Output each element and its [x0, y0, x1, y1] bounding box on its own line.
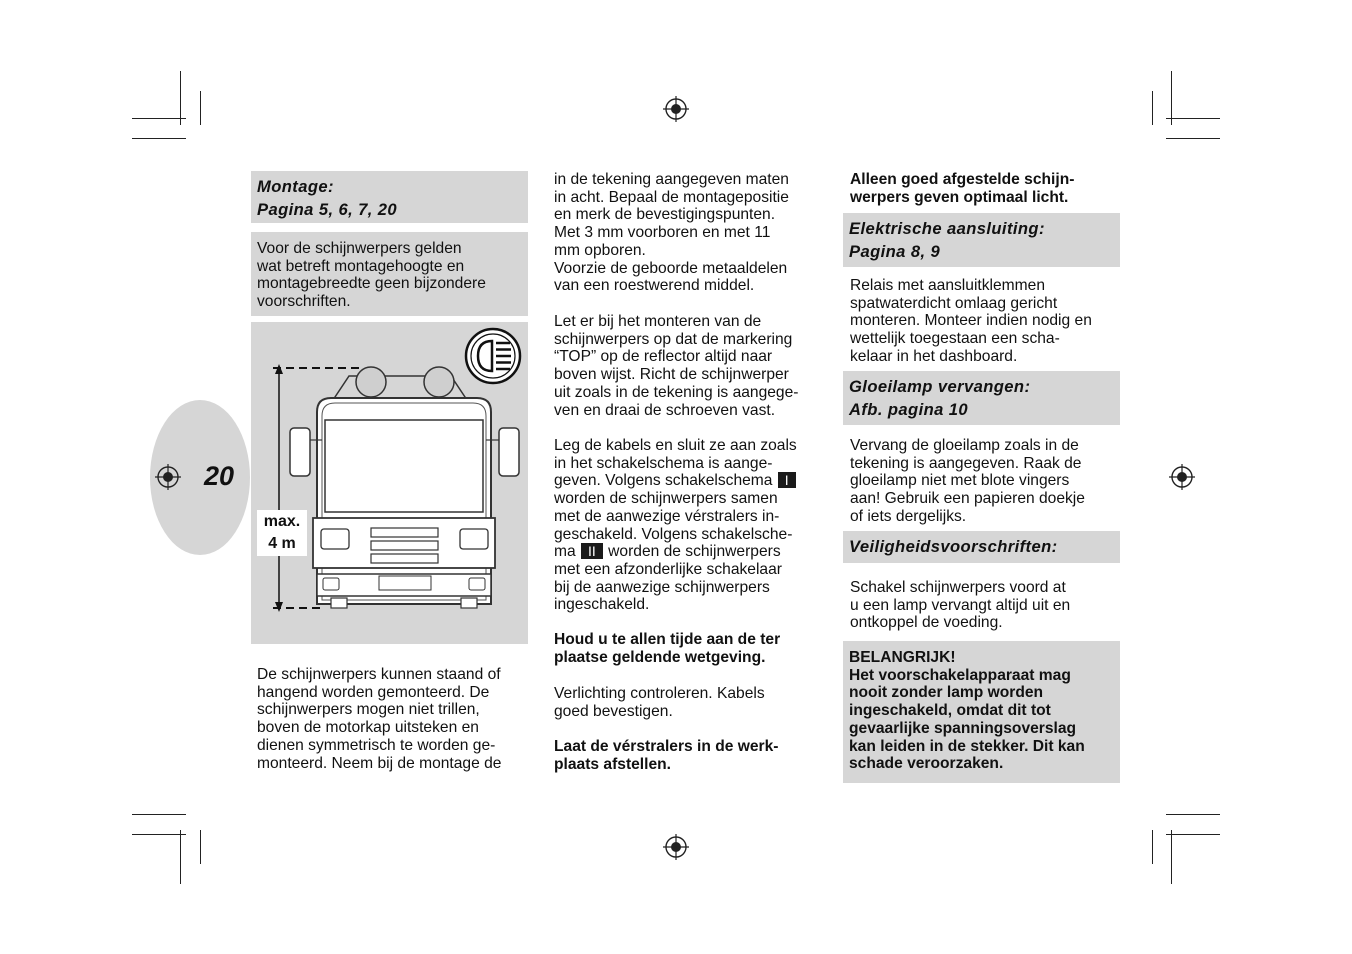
- montage-heading: Montage: Pagina 5, 6, 7, 20: [257, 177, 398, 219]
- registration-mark-icon: [663, 96, 689, 122]
- max-height-label-box: [257, 510, 307, 556]
- safety-heading: Veiligheidsvoorschriften:: [849, 537, 1058, 556]
- electrical-heading: Elektrische aansluiting: Pagina 8, 9: [849, 219, 1045, 261]
- montage-intro-box: [251, 232, 528, 316]
- page-number: 20: [204, 461, 235, 491]
- col2-para2: Let er bij het monteren van de schijnwerpers op dat de markering “TOP” op de reflector altijd naar boven wijst. Richt de schijnwerper uit zoals in de tekening is aangege- ven en draai de schroeven vast.: [554, 313, 799, 419]
- warning-box: [843, 641, 1120, 783]
- col2-para3-b: worden de schijnwerpers samen met de aanwezige vérstralers in- geschakeld. Volgens schakelsche- ma: [554, 490, 793, 561]
- safety-text: Schakel schijnwerpers voord at u een lamp vervangt altijd uit en ontkoppel de voeding.: [850, 579, 1071, 632]
- col2-para3-c: worden de schijnwerpers met een afzonderlijke schakelaar bij de aanwezige schijnwerpers ingeschakeld.: [554, 543, 782, 614]
- col2-para1: in de tekening aangegeven maten in acht. Bepaal de montagepositie en merk de bevestigingspunten. Met 3 mm voorboren en met 11 mm opboren. Voorzie de geboorde metaaldelen van een roestwerend middel.: [554, 171, 789, 295]
- col2-para3-a: Leg de kabels en sluit ze aan zoals in het schakelschema is aange- geven. Volgens schakelschema: [554, 437, 797, 490]
- montage-body: De schijnwerpers kunnen staand of hangend worden gemonteerd. De schijnwerpers mogen niet trillen, boven de motorkap uitsteken en dienen symmetrisch te worden ge- monteerd. Neem bij de montage de: [257, 666, 502, 772]
- col2-para5: Verlichting controleren. Kabels goed bevestigen.: [554, 685, 765, 720]
- col2-para4: Houd u te allen tijde aan de ter plaatse geldende wetgeving.: [554, 631, 781, 666]
- col3-intro: Alleen goed afgestelde schijn- werpers geven optimaal licht.: [850, 171, 1075, 206]
- electrical-text: Relais met aansluitklemmen spatwaterdicht omlaag gericht monteren. Monteer indien nodig en wettelijk toegestaan een scha- kelaar in het dashboard.: [850, 277, 1092, 365]
- registration-mark-icon: [663, 834, 689, 860]
- high-beam-icon: [464, 327, 522, 385]
- montage-intro: Voor de schijnwerpers gelden wat betreft montagehoogte en montagebreedte geen bijzondere voorschriften.: [257, 240, 486, 311]
- col2-para6: Laat de vérstralers in de werk- plaats afstellen.: [554, 738, 779, 773]
- electrical-heading-box: [843, 213, 1120, 267]
- registration-mark-icon: [1169, 464, 1195, 490]
- max-height-label: max. 4 m: [263, 513, 301, 552]
- warning-text: BELANGRIJK! Het voorschakelapparaat mag nooit zonder lamp worden ingeschakeld, omdat dit tot gevaarlijke spanningsoverslag kan leiden in de stekker. Dit kan schade veroorzaken.: [849, 649, 1085, 773]
- bulb-text: Vervang de gloeilamp zoals in de tekening is aangegeven. Raak de gloeilamp niet met blote vingers aan! Gebruik een papieren doekje of iets dergelijks.: [850, 437, 1085, 525]
- safety-heading-box: [843, 531, 1120, 563]
- montage-heading-box: [251, 171, 528, 223]
- registration-mark-icon: [155, 464, 181, 490]
- circuit-badge-1: I: [778, 472, 796, 488]
- circuit-badge-2: II: [581, 543, 603, 559]
- mounting-figure: [251, 322, 528, 644]
- col2-para3: [554, 437, 834, 614]
- bulb-heading-box: [843, 371, 1120, 425]
- bulb-heading: Gloeilamp vervangen: Afb. pagina 10: [849, 377, 1031, 419]
